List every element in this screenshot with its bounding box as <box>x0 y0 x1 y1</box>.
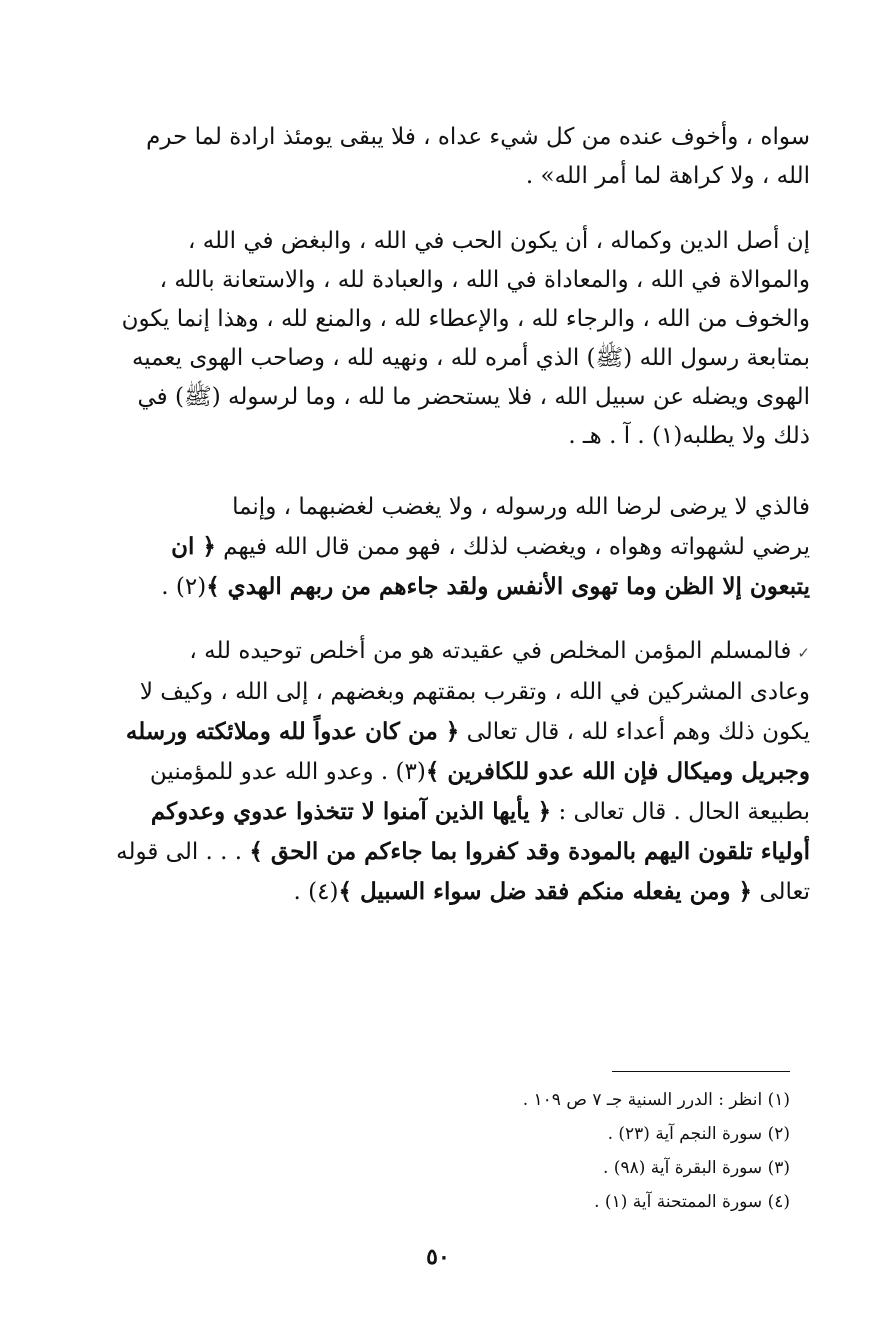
check-mark-icon: ✓ <box>797 644 810 662</box>
footnote-item: (٤) سورة الممتحنة آية (١) . <box>594 1192 790 1212</box>
footnotes <box>400 1083 790 1219</box>
footnote-item: (١) انظر : الدرر السنية جـ ٧ ص ١٠٩ . <box>522 1090 790 1110</box>
text-line <box>96 872 810 912</box>
text-line: الهوى ويضله عن سبيل الله ، فلا يستحضر ما لله ، وما لرسوله (ﷺ) في <box>137 384 810 410</box>
text-line: ذلك ولا يطلبه(١) . آ . هـ . <box>568 423 810 449</box>
quran-quote: ﴿ ومن يفعله منكم فقد ضل سواء السبيل ﴾ <box>338 878 752 905</box>
paragraph-4 <box>96 632 810 912</box>
text-line: سواه ، وأخوف عنده من كل شيء عداه ، فلا يبقى يومئذ ارادة لما حرم <box>146 124 810 150</box>
text-line <box>96 832 810 872</box>
text-segment: يكون ذلك وهم أعداء لله ، قال تعالى <box>466 719 810 745</box>
text-line: وعادى المشركين في الله ، وتقرب بمقتهم وبغضهم ، إلى الله ، وكيف لا <box>139 679 810 705</box>
page-number: ٥٠ <box>426 1244 450 1270</box>
quran-quote: ﴿ من كان عدواً لله وملائكته ورسله <box>125 718 460 745</box>
paragraph-2 <box>96 222 810 456</box>
footnote-item: (٢) سورة النجم آية (٢٣) . <box>607 1124 790 1144</box>
text-line <box>96 632 810 673</box>
text-line: والخوف من الله ، والرجاء لله ، والإعطاء لله ، والمنع لله ، وهذا إنما يكون <box>121 306 810 332</box>
text-segment: بطبيعة الحال . قال تعالى : <box>558 799 810 825</box>
text-segment: تعالى <box>759 879 810 905</box>
footnote-divider <box>612 1071 790 1072</box>
text-line: بمتابعة رسول الله (ﷺ) الذي أمره لله ، ونهيه لله ، وصاحب الهوى يعميه <box>131 345 810 371</box>
quran-quote: وجبريل وميكال فإن الله عدو للكافرين ﴾ <box>425 758 810 785</box>
quran-quote: أولياء تلقون اليهم بالمودة وقد كفروا بما جاءكم من الحق ﴾ <box>249 838 810 865</box>
text-segment: . . . الى قوله <box>116 839 243 865</box>
text-segment: فالمسلم المؤمن المخلص في عقيدته هو من أخلص توحيده لله ، <box>189 638 792 664</box>
footnote-item: (٣) سورة البقرة آية (٩٨) . <box>602 1158 790 1178</box>
text-segment: (٣) . وعدو الله عدو للمؤمنين <box>149 759 426 785</box>
text-segment: يرضي لشهواته وهواه ، ويغضب لذلك ، فهو ممن قال الله فيهم <box>223 534 810 560</box>
paragraph-3 <box>96 488 810 607</box>
text-line <box>96 712 810 752</box>
text-line: إن أصل الدين وكماله ، أن يكون الحب في الله ، والبغض في الله ، <box>187 228 810 254</box>
text-line <box>96 567 810 607</box>
text-line: الله ، ولا كراهة لما أمر الله» . <box>525 163 810 189</box>
text-line: والموالاة في الله ، والمعاداة في الله ، والعبادة لله ، والاستعانة بالله ، <box>159 267 810 293</box>
text-line: فالذي لا يرضى لرضا الله ورسوله ، ولا يغضب لغضبهما ، وإنما <box>232 494 810 520</box>
footnote-ref: (٢) . <box>161 574 207 600</box>
footnote-ref: (٤) . <box>293 879 339 905</box>
quran-quote: يتبعون إلا الظن وما تهوى الأنفس ولقد جاءهم من ربهم الهدي ﴾ <box>206 573 810 600</box>
text-line <box>96 527 810 567</box>
text-line <box>96 792 810 832</box>
text-line <box>96 752 810 792</box>
quran-quote: ﴿ ان <box>171 533 216 560</box>
quran-quote: ﴿ يأيها الذين آمنوا لا تتخذوا عدوي وعدوكم <box>150 798 552 825</box>
paragraph-1 <box>96 118 810 196</box>
